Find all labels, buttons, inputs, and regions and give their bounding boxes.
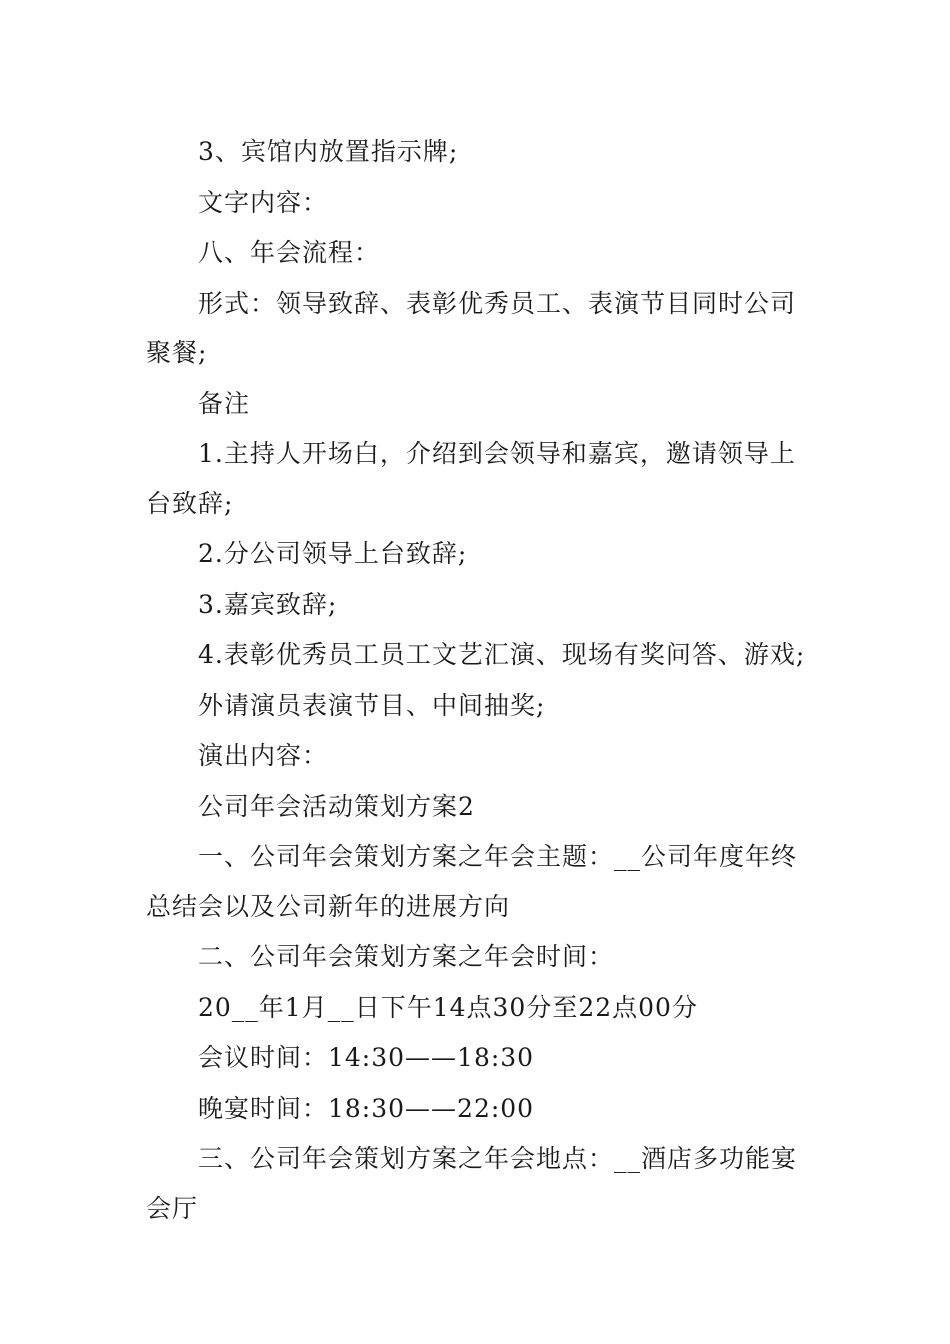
paragraph-external-performers: 外请演员表演节目、中间抽奖; (198, 690, 546, 720)
paragraph-step-3: 3.嘉宾致辞; (198, 589, 338, 619)
paragraph-theme: 一、公司年会策划方案之年会主题：__公司年度年终总结会以及公司新年的进展方向 (146, 842, 798, 921)
paragraph-heading-process: 八、年会流程： (198, 238, 381, 267)
paragraph-plan-2-title: 公司年会活动策划方案2 (198, 791, 475, 821)
paragraph-venue: 三、公司年会策划方案之年会地点：__酒店多功能宴会厅 (146, 1144, 798, 1223)
document-body (146, 127, 810, 1234)
paragraph-step-1: 1.主持人开场白，介绍到会领导和嘉宾，邀请领导上台致辞; (146, 439, 796, 518)
paragraph-performance-content: 演出内容： (198, 741, 329, 770)
paragraph-banquet-time: 晚宴时间：18:30——22:00 (198, 1093, 535, 1123)
paragraph-format: 形式：领导致辞、表彰优秀员工、表演节目同时公司聚餐; (146, 288, 797, 367)
paragraph-heading-time: 二、公司年会策划方案之年会时间： (198, 942, 615, 971)
paragraph-step-2: 2.分公司领导上台致辞; (198, 539, 468, 568)
paragraph-date: 20__年1月__日下午14点30分至22点00分 (198, 992, 698, 1022)
paragraph-step-4: 4.表彰优秀员工员工文艺汇演、现场有奖问答、游戏; (198, 640, 806, 669)
paragraph-notes: 备注 (198, 388, 251, 418)
paragraph-text-content: 文字内容： (198, 187, 329, 217)
paragraph-signage: 3、宾馆内放置指示牌; (198, 137, 459, 166)
paragraph-meeting-time: 会议时间：14:30——18:30 (198, 1043, 535, 1072)
